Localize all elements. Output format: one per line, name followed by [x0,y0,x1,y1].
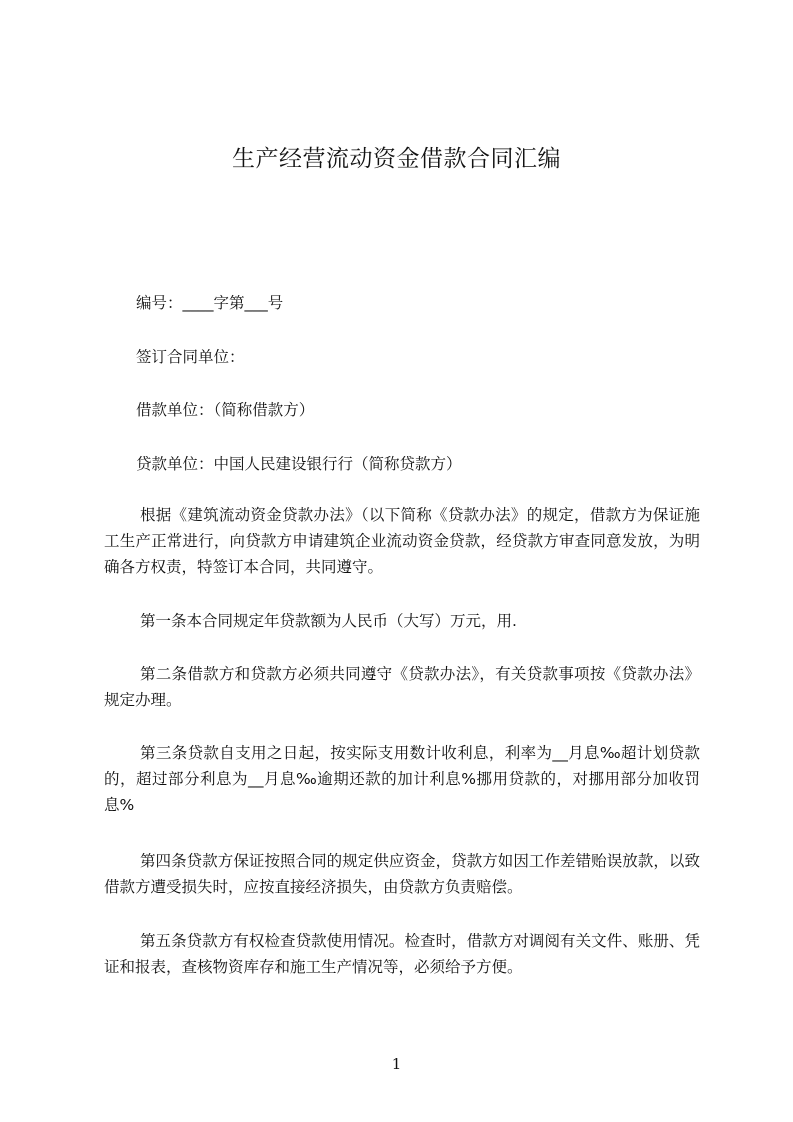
contract-number-line: 编号：____字第___号 [136,294,284,312]
preamble-paragraph: 根据《建筑流动资金贷款办法》（以下简称《贷款办法》的规定，借款方为保证施工生产正常进行，向贷款方申请建筑企业流动资金贷款，经贷款方审查同意发放，为明确各方权责，特签订本合同，共同遵守。 [104,506,700,576]
article-4-paragraph: 第四条贷款方保证按照合同的规定供应资金，贷款方如因工作差错贻误放款，以致借款方遭受损失时，应按直接经济损失，由贷款方负责赔偿。 [104,852,700,896]
document-title: 生产经营流动资金借款合同汇编 [232,146,561,172]
lender-line: 贷款单位：中国人民建设银行行（简称贷款方） [136,455,462,473]
article-2-paragraph: 第二条借款方和贷款方必须共同遵守《贷款办法》，有关贷款事项按《贷款办法》规定办理。 [104,665,700,709]
article-5-paragraph: 第五条贷款方有权检查贷款使用情况。检查时，借款方对调阅有关文件、账册、凭证和报表，查核物资库存和施工生产情况等，必须给予方便。 [104,932,700,976]
page-number: 1 [391,1055,402,1073]
article-1-paragraph: 第一条本合同规定年贷款额为人民币（大写）万元，用. [140,612,517,630]
signing-parties-line: 签订合同单位： [136,348,245,366]
borrower-line: 借款单位：（简称借款方） [136,401,315,419]
article-3-paragraph: 第三条贷款自支用之日起，按实际支用数计收利息，利率为__月息‰超计划贷款的，超过部分利息为__月息‰逾期还款的加计利息%挪用贷款的，对挪用部分加收罚息% [104,744,700,814]
